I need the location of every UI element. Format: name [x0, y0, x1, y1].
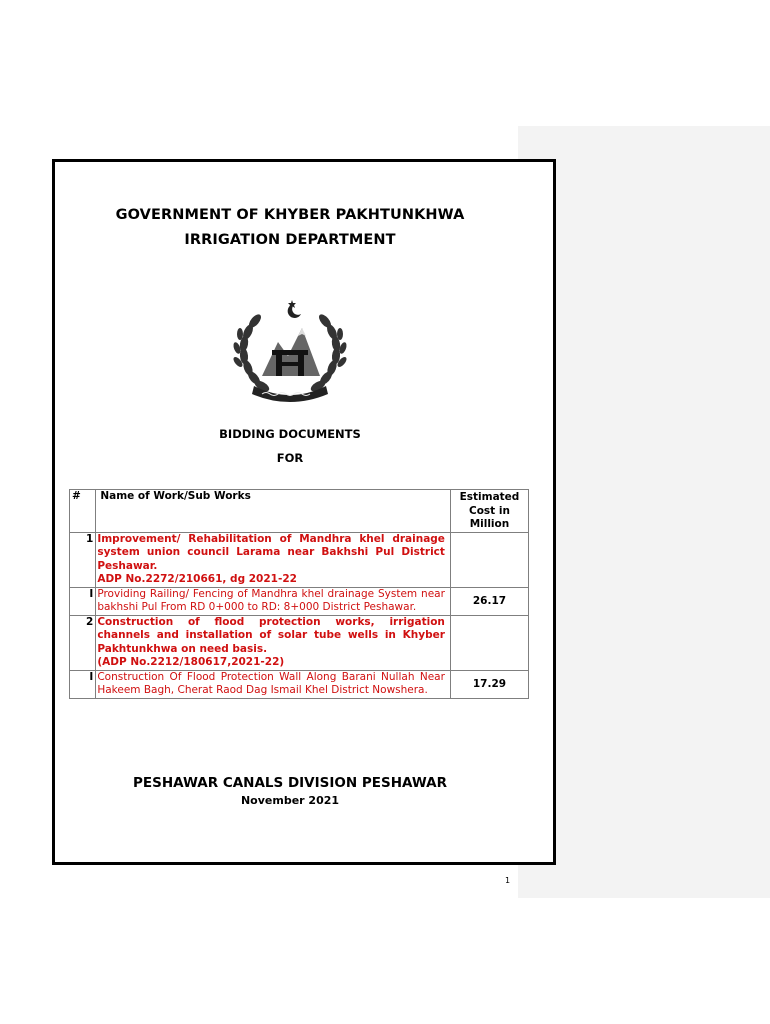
division-title: PESHAWAR CANALS DIVISION PESHAWAR — [133, 775, 447, 791]
row-number: I — [70, 670, 96, 698]
row-number: 1 — [70, 532, 96, 587]
row-number: I — [70, 587, 96, 615]
header-work-name: Name of Work/Sub Works — [96, 490, 451, 533]
row-number: 2 — [70, 615, 96, 670]
header-estimated-cost: Estimated Cost in Million — [450, 490, 528, 533]
adp-number: (ADP No.2212/180617,2021-22) — [97, 656, 285, 668]
estimated-cost: 26.17 — [450, 587, 528, 615]
department-title: IRRIGATION DEPARTMENT — [184, 232, 396, 248]
table-row — [70, 532, 529, 587]
government-title: GOVERNMENT OF KHYBER PAKHTUNKHWA — [115, 207, 465, 223]
table-row — [70, 615, 529, 670]
header-number: # — [70, 490, 96, 533]
work-name — [96, 615, 451, 670]
work-description: Improvement/ Rehabilitation of Mandhra khel drainage system union council Larama near Bakhshi Pul District Peshawar. — [97, 532, 445, 572]
table-header-row — [70, 490, 529, 533]
estimated-cost — [450, 532, 528, 587]
laurel-left-icon — [232, 312, 271, 393]
kpk-government-emblem-icon — [232, 298, 348, 408]
estimated-cost — [450, 615, 528, 670]
page-number: 1 — [505, 876, 511, 885]
sub-work-name: Providing Railing/ Fencing of Mandhra khel drainage System near bakhshi Pul From RD 0+000 to RD: 8+000 District Peshawar. — [96, 587, 451, 615]
works-table — [69, 489, 529, 699]
table-row — [70, 670, 529, 698]
bidding-documents-label: BIDDING DOCUMENTS — [219, 427, 361, 441]
document-date: November 2021 — [240, 794, 340, 807]
laurel-right-icon — [309, 312, 348, 393]
work-description: Construction of flood protection works, irrigation channels and installation of solar tube wells in Khyber Pakhtunkhwa on need basis. — [97, 615, 445, 655]
for-label: FOR — [276, 451, 304, 465]
estimated-cost: 17.29 — [450, 670, 528, 698]
adp-number: ADP No.2272/210661, dg 2021-22 — [97, 573, 297, 585]
work-name — [96, 532, 451, 587]
table-row — [70, 587, 529, 615]
sub-work-name: Construction Of Flood Protection Wall Along Barani Nullah Near Hakeem Bagh, Cherat Raod Dag Ismail Khel District Nowshera. — [96, 670, 451, 698]
